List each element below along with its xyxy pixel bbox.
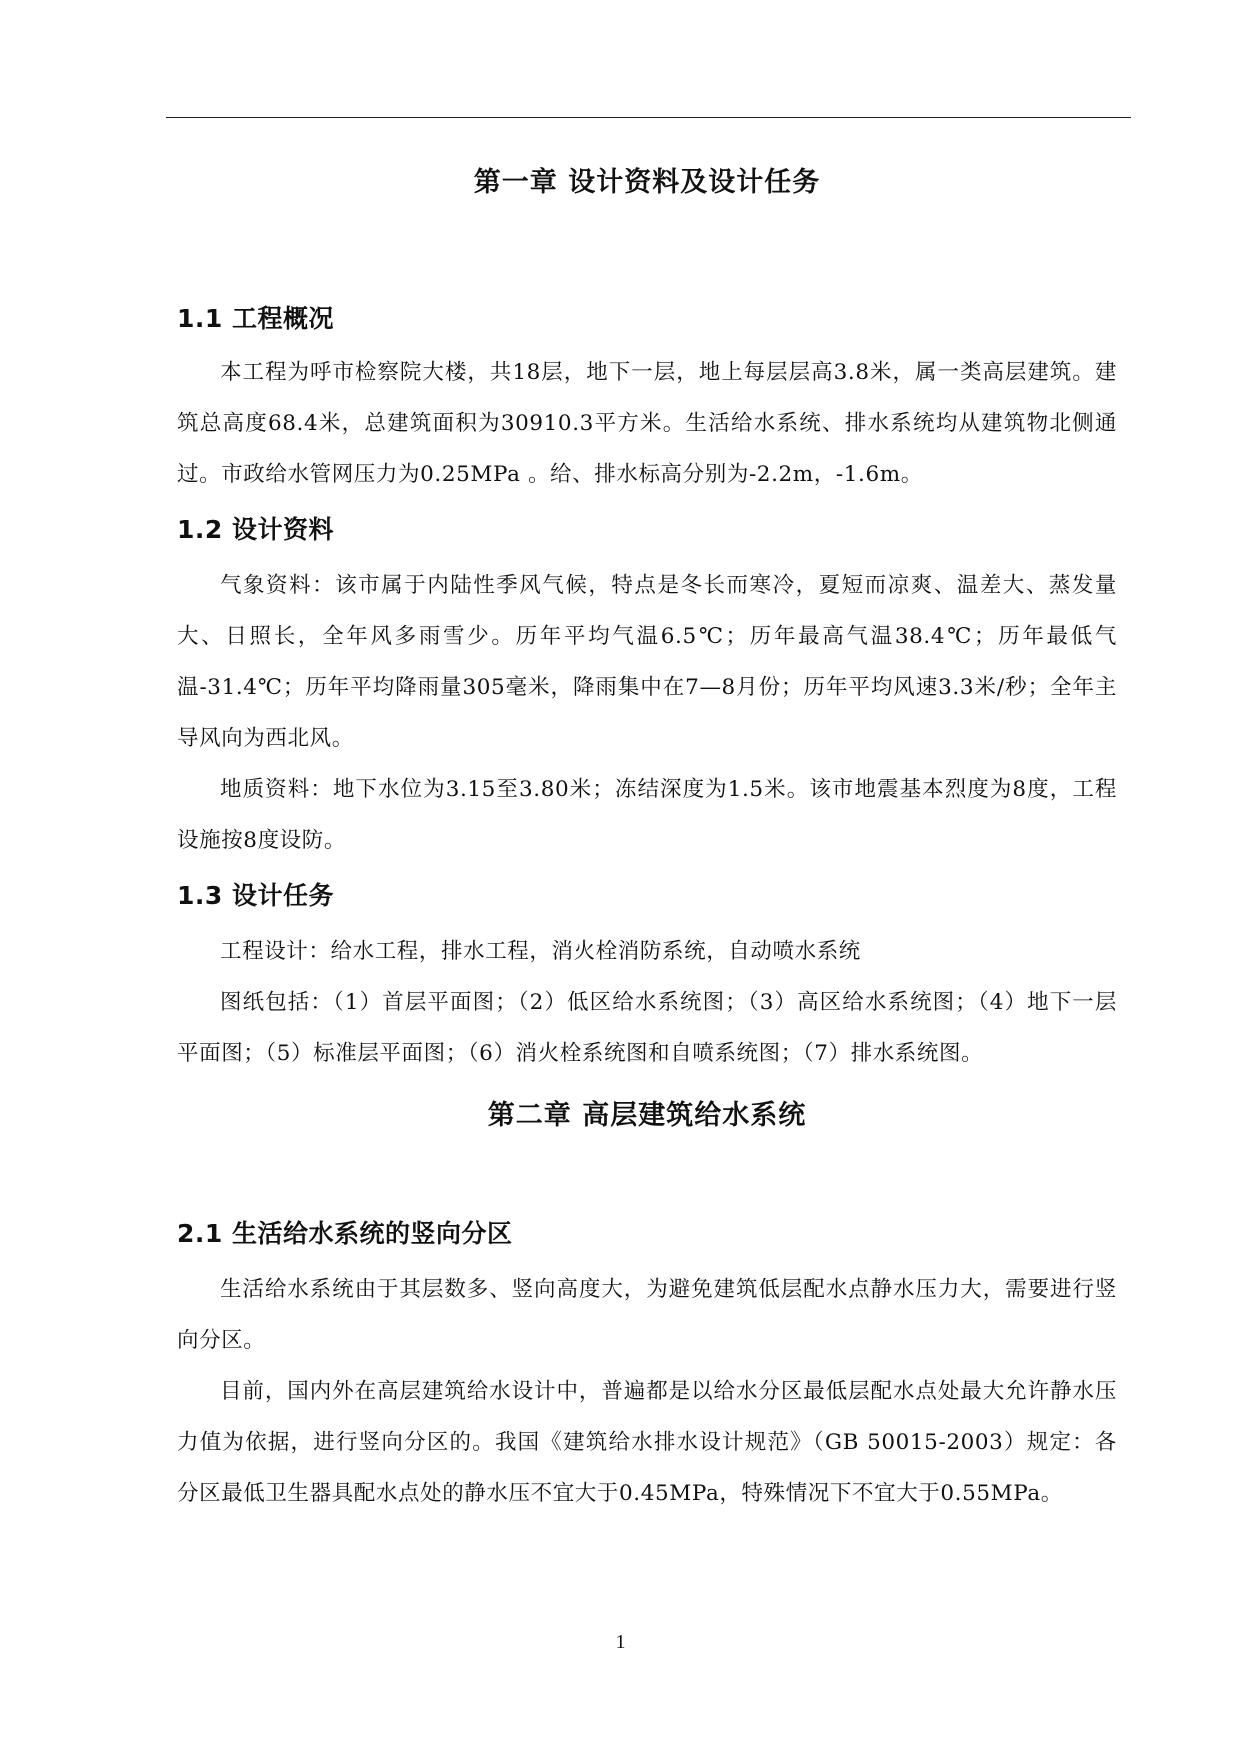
section-1-2-heading: 1.2 设计资料	[177, 515, 334, 544]
section-2-1-paragraph-1: 生活给水系统由于其层数多、竖向高度大，为避免建筑低层配水点静水压力大，需要进行竖向分区。	[177, 1277, 1117, 1353]
section-1-3-paragraph-1: 工程设计：给水工程，排水工程，消火栓消防系统，自动喷水系统	[220, 939, 861, 964]
section-1-1-heading: 1.1 工程概况	[177, 304, 334, 333]
section-2-1-paragraph-2: 目前，国内外在高层建筑给水设计中，普遍都是以给水分区最低层配水点处最大允许静水压力值为依据，进行竖向分区的。我国《建筑给水排水设计规范》（GB 50015-2003）规定：各分区最低卫生器具配水点处的静水压不宜大于0.45MPa，特殊情况下不宜大于0.55MPa。	[177, 1379, 1117, 1506]
chapter-2-title: 第二章 高层建筑给水系统	[487, 1100, 807, 1131]
page-number: 1	[615, 1631, 626, 1653]
chapter-1-title: 第一章 设计资料及设计任务	[473, 167, 821, 198]
section-1-3-heading: 1.3 设计任务	[177, 881, 334, 910]
header-rule	[166, 117, 1131, 118]
section-1-3-paragraph-2: 图纸包括：（1）首层平面图；（2）低区给水系统图；（3）高区给水系统图；（4）地下一层平面图；（5）标准层平面图；（6）消火栓系统图和自喷系统图；（7）排水系统图。	[177, 990, 1117, 1066]
section-1-1-paragraph-1: 本工程为呼市检察院大楼，共18层，地下一层，地上每层层高3.8米，属一类高层建筑。建筑总高度68.4米，总建筑面积为30910.3平方米。生活给水系统、排水系统均从建筑物北侧通过。市政给水管网压力为0.25MPa 。给、排水标高分别为-2.2m，-1.6m。	[177, 360, 1117, 487]
section-2-1-heading: 2.1 生活给水系统的竖向分区	[177, 1219, 513, 1248]
section-1-2-paragraph-2: 地质资料：地下水位为3.15至3.80米；冻结深度为1.5米。该市地震基本烈度为8度，工程设施按8度设防。	[177, 777, 1117, 853]
section-1-2-paragraph-1: 气象资料：该市属于内陆性季风气候，特点是冬长而寒冷，夏短而凉爽、温差大、蒸发量大、日照长，全年风多雨雪少。历年平均气温6.5℃；历年最高气温38.4℃；历年最低气温-31.4℃；历年平均降雨量305毫米，降雨集中在7—8月份；历年平均风速3.3米/秒；全年主导风向为西北风。	[177, 573, 1117, 751]
page-content	[177, 150, 1117, 1519]
